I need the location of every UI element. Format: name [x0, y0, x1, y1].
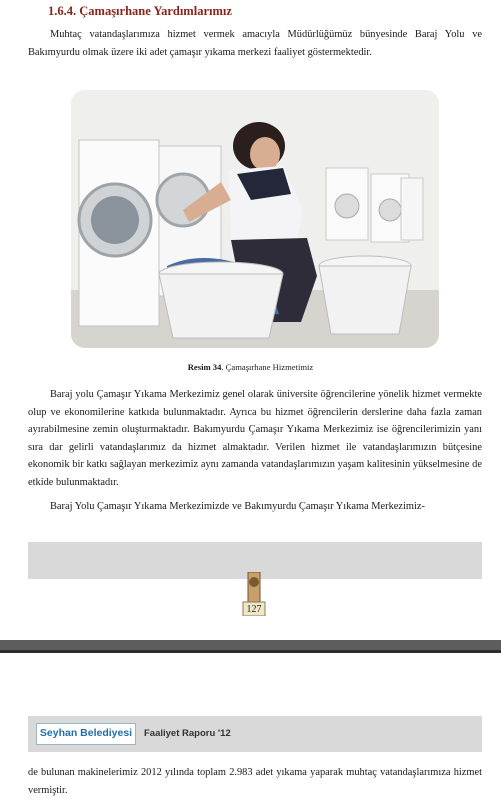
laundry-photo-illustration [71, 90, 439, 348]
municipality-logo: Seyhan Belediyesi [39, 727, 133, 739]
page-number: 127 [246, 604, 262, 615]
section-heading: 1.6.4. Çamaşırhane Yardımlarımız [48, 4, 232, 18]
figure-caption-text: . Çamaşırhane Hizmetimiz [221, 362, 314, 372]
tail-paragraph: Baraj Yolu Çamaşır Yıkama Merkezimizde ve Bakımyurdu Çamaşır Yıkama Merkezimiz- [50, 501, 425, 512]
page-divider [0, 640, 501, 650]
page-divider-shadow [0, 650, 501, 653]
report-title: Faaliyet Raporu '12 [144, 728, 231, 739]
laundry-photo [71, 90, 439, 348]
figure-caption [0, 362, 501, 372]
intro-paragraph: Muhtaç vatandaşlarımıza hizmet vermek amacıyla Müdürlüğümüz bünyesinde Baraj Yolu ve Bakımyurdu olmak üzere iki adet çamaşır yıkama merkezi faaliyet göstermektedir. [28, 29, 482, 58]
figure-caption-label: Resim 34 [187, 362, 222, 372]
continuation-paragraph: de bulunan makinelerimiz 2012 yılında toplam 2.983 adet yıkama yaparak muhtaç vatandaşlarımıza hizmet vermiştir. [28, 767, 482, 796]
main-paragraph: Baraj yolu Çamaşır Yıkama Merkezimiz genel olarak üniversite öğrencilerine yönelik hizmet vermekte olup ve ekonomilerine katkıda bulunmaktadır. Ayrıca bu hizmet öğrencilerin derslerine daha fazla zaman ayırabilmesine zemin oluşturmaktadır. Bakımyurdu Çamaşır Yıkama Merkezimiz ise öğrencilerimizin yanı sıra dar gelirli vatandaşlarımız da hizmet almaktadır. Verilen hizmet ile vatandaşlarımızın bütçesine ekonomik bir katkı sağlayan merkezimiz aynı zamanda vatandaşlarımızın yaşam kalitesinin yükselmesine de etkide bulunmaktadır. [28, 389, 482, 488]
